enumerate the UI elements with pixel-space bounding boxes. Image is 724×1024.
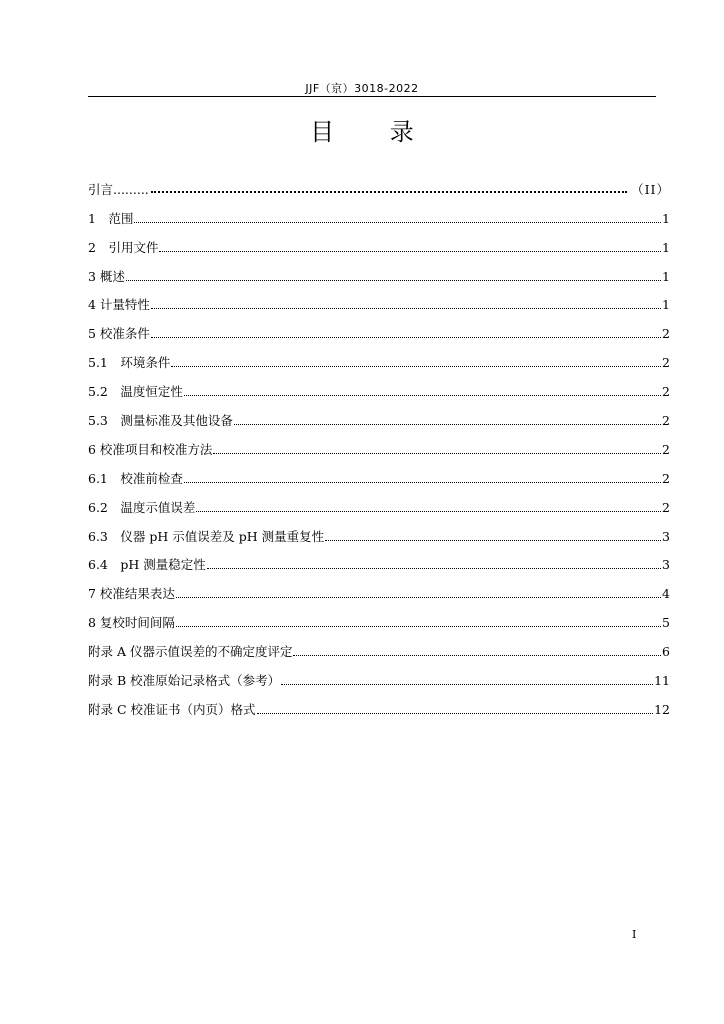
page-number: I xyxy=(632,928,637,941)
toc-title: 目 录 xyxy=(310,118,438,146)
toc-leader-dots xyxy=(176,626,661,627)
toc-entry-page: 2 xyxy=(662,441,670,457)
standard-code-header: JJF（京）3018-2022 xyxy=(305,82,419,95)
toc-entry-label: 2 引用文件 xyxy=(88,239,159,255)
toc-entry-label: 3 概述 xyxy=(88,268,125,284)
toc-entry-page: 5 xyxy=(662,615,670,631)
toc-entry-page: 12 xyxy=(654,701,670,717)
toc-entry-page: 2 xyxy=(662,326,670,342)
table-of-contents xyxy=(88,168,670,717)
toc-leader-dots xyxy=(213,453,661,454)
toc-leader-dots xyxy=(207,568,661,569)
toc-entry-label: 6.4 pH 测量稳定性 xyxy=(88,557,206,573)
toc-entry[interactable] xyxy=(88,168,670,197)
toc-leader-dots xyxy=(176,597,661,598)
toc-entry-page: 2 xyxy=(662,384,670,400)
toc-entry[interactable] xyxy=(88,370,670,399)
toc-entry[interactable] xyxy=(88,659,670,688)
toc-entry-page: 4 xyxy=(662,586,670,602)
toc-entry[interactable] xyxy=(88,226,670,255)
toc-entry-label: 5.1 环境条件 xyxy=(88,355,171,371)
toc-entry-label: 引言......... xyxy=(88,181,149,197)
toc-entry-label: 6.1 校准前检查 xyxy=(88,470,183,486)
toc-entry-page: 2 xyxy=(662,355,670,371)
toc-entry-label: 6 校准项目和校准方法 xyxy=(88,441,213,457)
toc-entry[interactable] xyxy=(88,630,670,659)
toc-entry-page: 2 xyxy=(662,413,670,429)
toc-entry-page: 1 xyxy=(662,268,670,284)
toc-leader-dots xyxy=(151,191,627,193)
toc-entry-page: 1 xyxy=(662,239,670,255)
toc-entry[interactable] xyxy=(88,399,670,428)
toc-entry[interactable] xyxy=(88,572,670,601)
toc-entry[interactable] xyxy=(88,515,670,544)
toc-leader-dots xyxy=(184,482,661,483)
toc-entry-label: 6.3 仪器 pH 示值误差及 pH 测量重复性 xyxy=(88,528,325,544)
toc-entry[interactable] xyxy=(88,486,670,515)
toc-leader-dots xyxy=(257,713,654,714)
toc-leader-dots xyxy=(281,684,653,685)
toc-entry[interactable] xyxy=(88,197,670,226)
toc-entry[interactable] xyxy=(88,544,670,573)
toc-leader-dots xyxy=(293,655,661,656)
toc-entry[interactable] xyxy=(88,341,670,370)
toc-entry-page: 1 xyxy=(662,210,670,226)
toc-entry-label: 附录 B 校准原始记录格式（参考） xyxy=(88,673,281,689)
toc-entry-page: 6 xyxy=(662,644,670,660)
toc-entry[interactable] xyxy=(88,457,670,486)
toc-entry-page: （II） xyxy=(631,181,670,197)
header-divider xyxy=(88,96,656,97)
toc-entry-page: 3 xyxy=(662,557,670,573)
toc-entry[interactable] xyxy=(88,688,670,717)
toc-entry[interactable] xyxy=(88,428,670,457)
toc-leader-dots xyxy=(134,222,661,223)
toc-entry-page: 2 xyxy=(662,470,670,486)
toc-leader-dots xyxy=(171,366,661,367)
toc-entry-page: 3 xyxy=(662,528,670,544)
toc-entry-label: 6.2 温度示值误差 xyxy=(88,499,196,515)
toc-entry-page: 1 xyxy=(662,297,670,313)
toc-leader-dots xyxy=(151,337,661,338)
toc-entry[interactable] xyxy=(88,255,670,284)
toc-entry[interactable] xyxy=(88,312,670,341)
toc-entry-label: 4 计量特性 xyxy=(88,297,150,313)
toc-entry-label: 1 范围 xyxy=(88,210,134,226)
toc-entry-label: 7 校准结果表达 xyxy=(88,586,175,602)
toc-leader-dots xyxy=(159,251,661,252)
toc-entry[interactable] xyxy=(88,284,670,313)
toc-entry-label: 5.2 温度恒定性 xyxy=(88,384,183,400)
toc-leader-dots xyxy=(196,511,661,512)
toc-leader-dots xyxy=(234,424,661,425)
toc-entry-page: 2 xyxy=(662,499,670,515)
toc-entry[interactable] xyxy=(88,601,670,630)
toc-entry-label: 5 校准条件 xyxy=(88,326,150,342)
toc-entry-page: 11 xyxy=(654,673,670,689)
toc-entry-label: 8 复校时间间隔 xyxy=(88,615,175,631)
toc-leader-dots xyxy=(325,540,661,541)
toc-leader-dots xyxy=(184,395,661,396)
toc-entry-label: 附录 C 校准证书（内页）格式 xyxy=(88,701,256,717)
toc-entry-label: 附录 A 仪器示值误差的不确定度评定 xyxy=(88,644,293,660)
toc-leader-dots xyxy=(151,308,661,309)
toc-entry-label: 5.3 测量标准及其他设备 xyxy=(88,413,233,429)
toc-leader-dots xyxy=(126,280,661,281)
